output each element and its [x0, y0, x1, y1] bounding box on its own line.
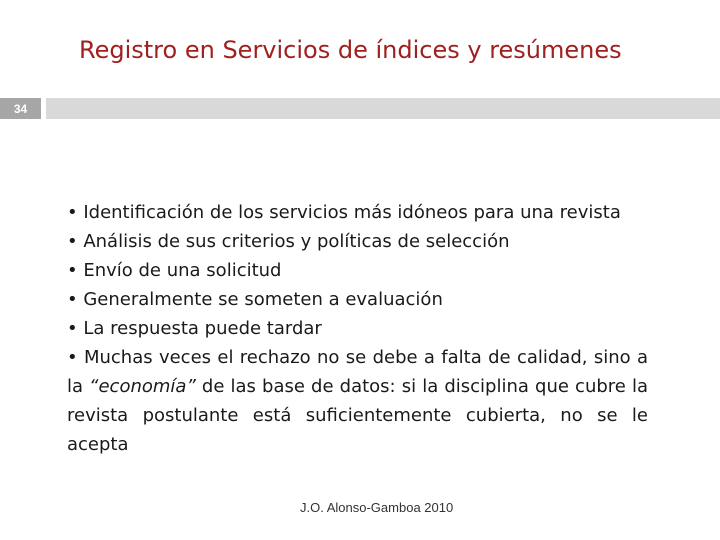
slide-number: 34	[0, 98, 41, 119]
emphasis-text: “economía”	[89, 376, 196, 397]
bullet-list	[67, 198, 648, 459]
header-bar	[46, 98, 720, 119]
bullet-item: • Análisis de sus criterios y políticas de selección	[67, 231, 510, 252]
bullet-text: de las base de datos: si la disciplina que cubre la revista postulante está suficientemente cubierta, no se le acepta	[67, 376, 649, 455]
bullet-item: • La respuesta puede tardar	[67, 318, 322, 339]
footer-credit: J.O. Alonso-Gamboa 2010	[300, 500, 454, 515]
bullet-item: • Identificación de los servicios más idóneos para una revista	[67, 202, 621, 223]
bullet-item: • Generalmente se someten a evaluación	[67, 289, 443, 310]
bullet-item: • Envío de una solicitud	[67, 260, 282, 281]
slide-title: Registro en Servicios de índices y resúmenes	[79, 36, 622, 64]
bullet-text: • Muchas veces el rechazo no se debe a falta de calidad, sino a la	[67, 347, 648, 397]
bullet-item-last	[67, 343, 648, 459]
